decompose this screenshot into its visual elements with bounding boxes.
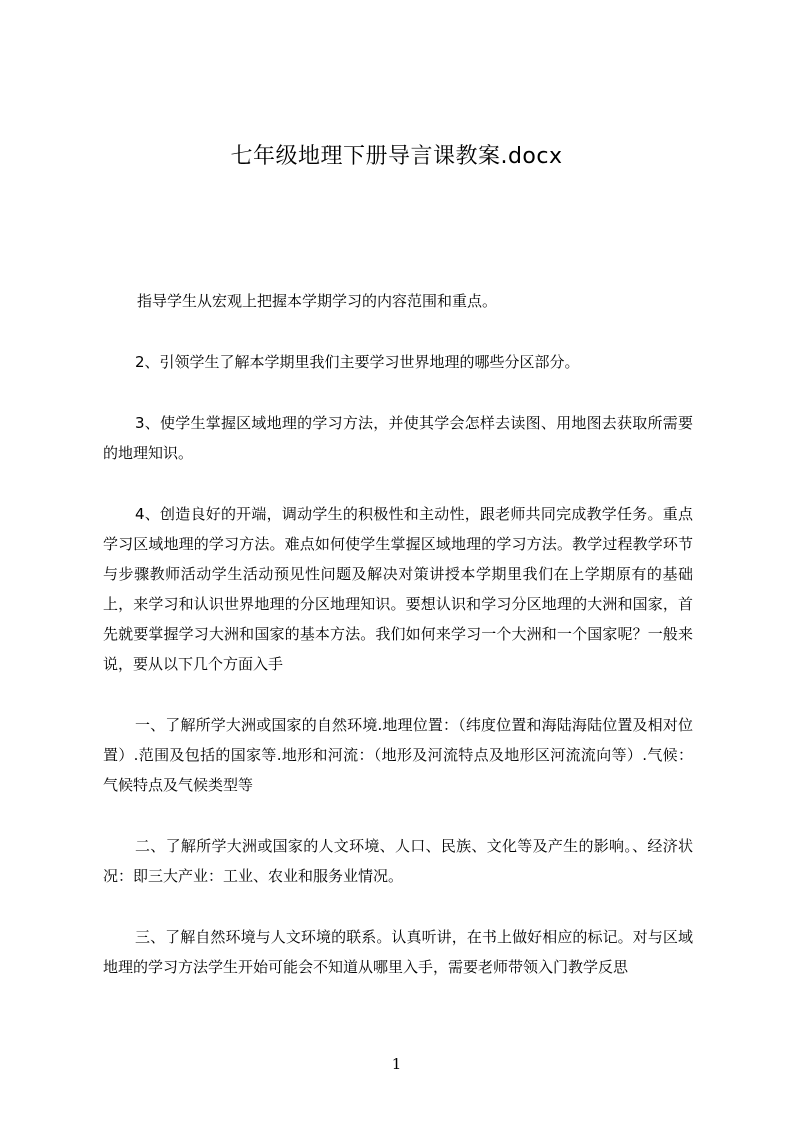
paragraph-objective-4: 4、创造良好的开端，调动学生的积极性和主动性，跟老师共同完成教学任务。重点学习区域地理的学习方法。难点如何使学生掌握区域地理的学习方法。教学过程教学环节与步骤教师活动学生活动预见性问题及解决对策讲授本学期里我们在上学期原有的基础上，来学习和认识世界地理的分区地理知识。要想认识和学习分区地理的大洲和国家，首先就要掌握学习大洲和国家的基本方法。我们如何来学习一个大洲和一个国家呢？一般来说，要从以下几个方面入手 — [103, 505, 693, 673]
paragraph-objective-3: 3、使学生掌握区域地理的学习方法，并使其学会怎样去读图、用地图去获取所需要的地理知识。 — [103, 414, 693, 462]
page-number: 1 — [391, 1055, 402, 1073]
document-body — [103, 286, 693, 1013]
paragraph-natural-environment: 一、了解所学大洲或国家的自然环境.地理位置：（纬度位置和海陆海陆位置及相对位置）.范围及包括的国家等.地形和河流：（地形及河流特点及地形区河流流向等）.气候：气候特点及气候类型等 — [103, 716, 693, 794]
paragraph-environment-relation: 三、了解自然环境与人文环境的联系。认真听讲，在书上做好相应的标记。对与区域地理的学习方法学生开始可能会不知道从哪里入手，需要老师带领入门教学反思 — [103, 928, 693, 976]
paragraph-human-environment: 二、了解所学大洲或国家的人文环境、人口、民族、文化等及产生的影响。、经济状况：即三大产业：工业、农业和服务业情况。 — [103, 837, 693, 885]
paragraph-objective-2: 2、引领学生了解本学期里我们主要学习世界地理的哪些分区部分。 — [135, 353, 580, 371]
paragraph-objective-1: 指导学生从宏观上把握本学期学习的内容范围和重点。 — [137, 292, 498, 310]
document-title: 七年级地理下册导言课教案.docx — [230, 144, 563, 169]
